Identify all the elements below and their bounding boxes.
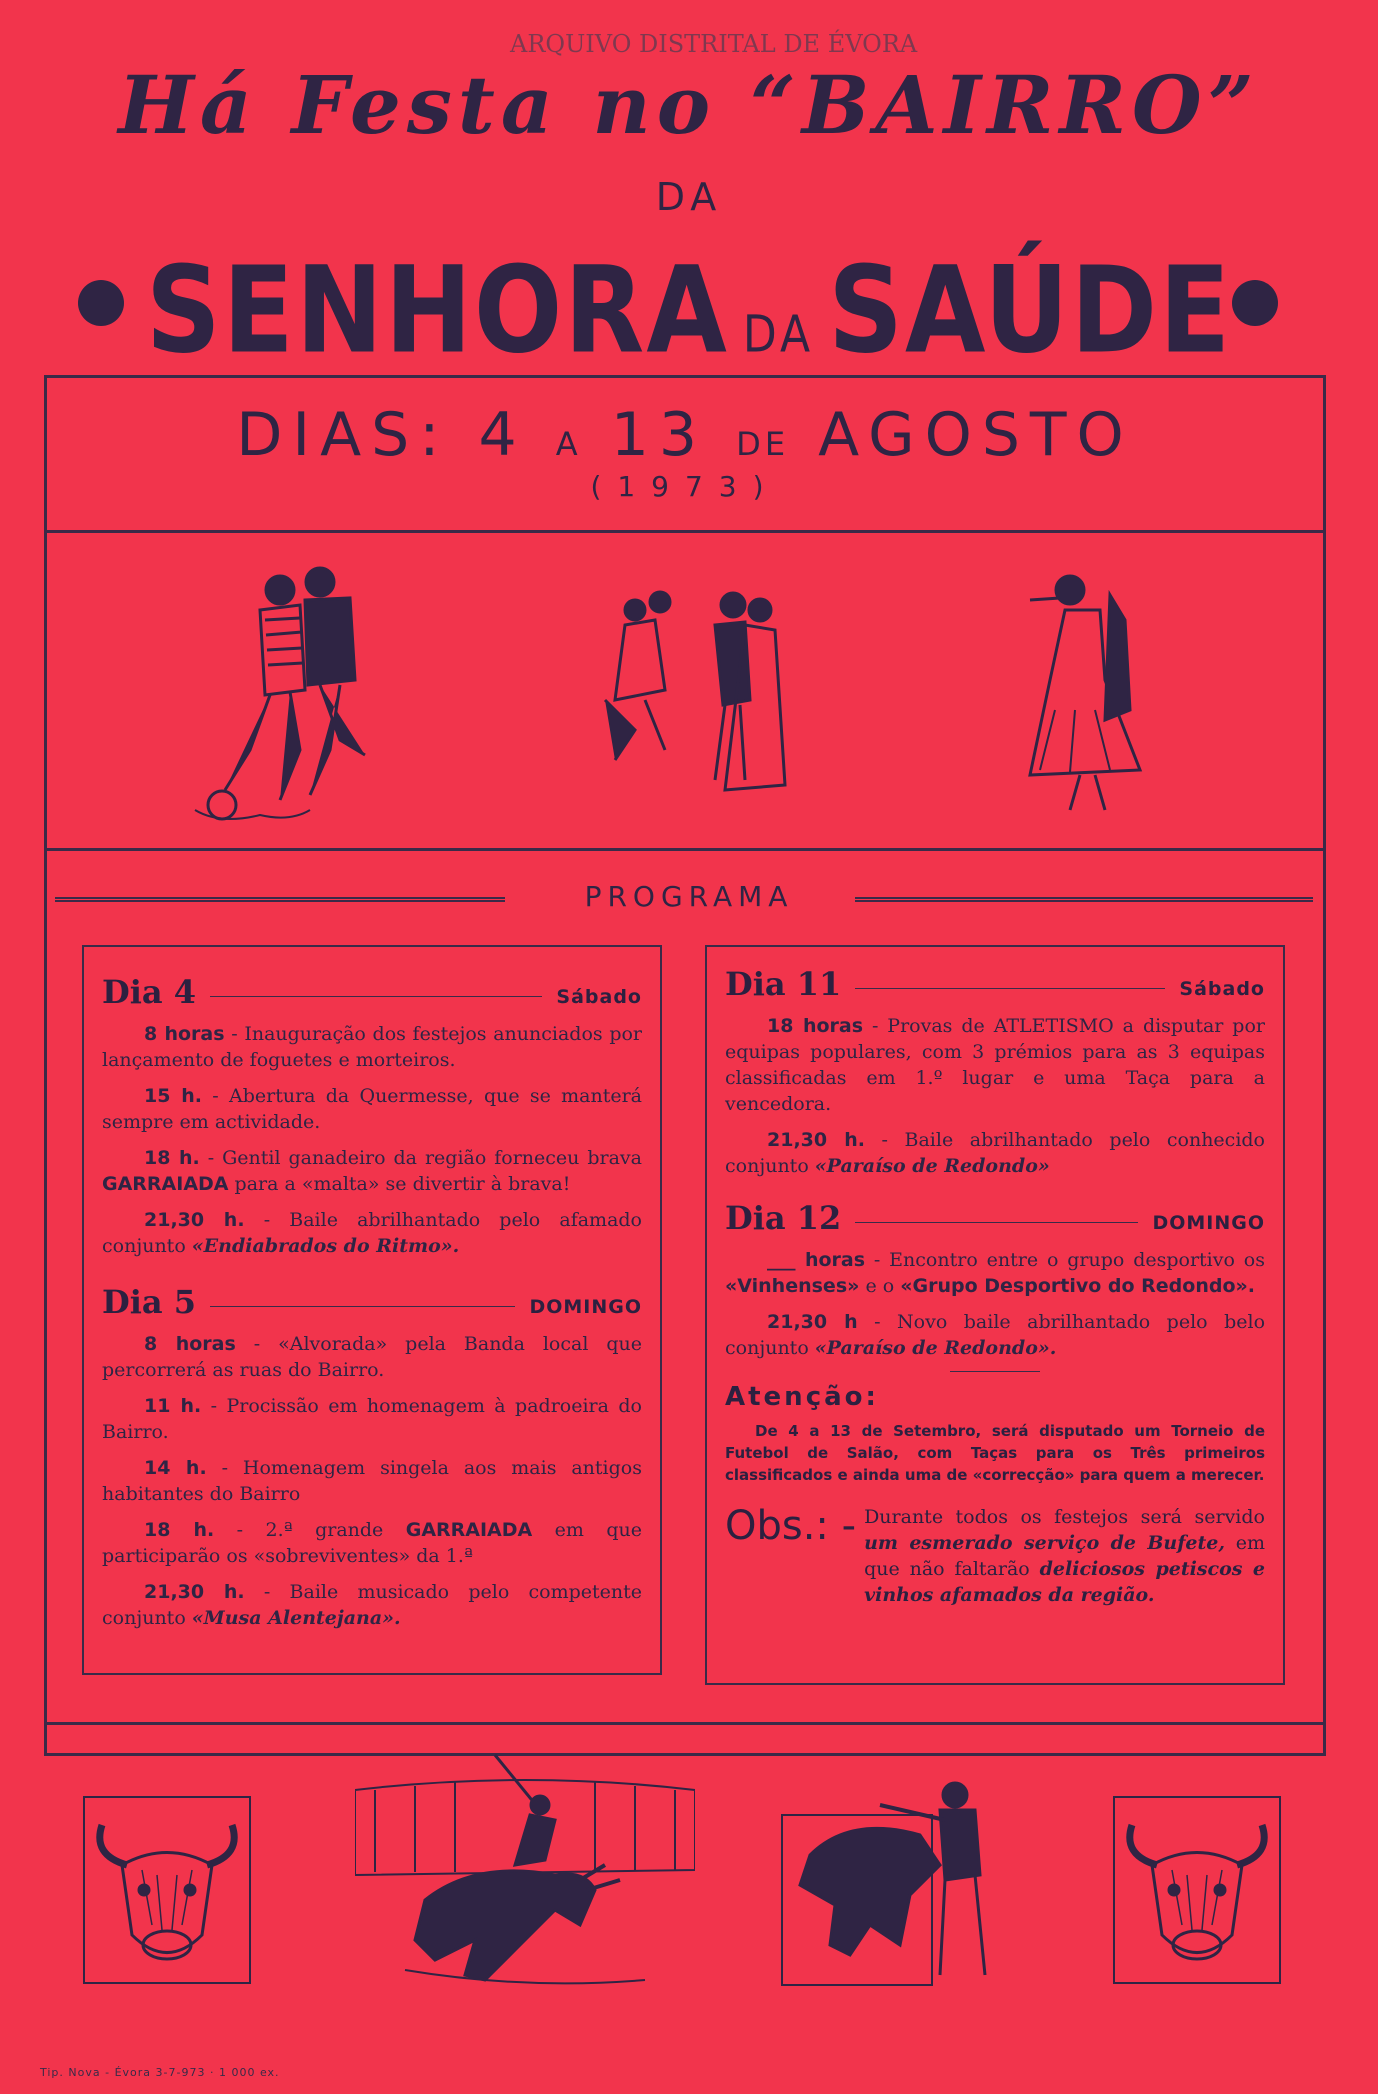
day-12-rule — [855, 1222, 1138, 1223]
programa-heading: PROGRAMA — [584, 880, 794, 913]
day-4-entry-2: 15 h. - Abertura da Quermesse, que se manterá sempre em actividade. — [102, 1085, 642, 1133]
day-11-weekday: Sábado — [1179, 978, 1265, 1000]
football-players-illustration — [190, 560, 410, 830]
program-box-right — [705, 945, 1285, 1685]
day-5-rule — [210, 1306, 515, 1307]
dates-month: AGOSTO — [818, 400, 1134, 470]
programa-rule-right — [855, 897, 1313, 902]
day-11-header — [725, 965, 1265, 1003]
dates-a: A — [555, 425, 582, 463]
day-5-weekday: DOMINGO — [529, 1296, 642, 1318]
day-11-title: Dia 11 — [725, 965, 842, 1003]
day-12-title: Dia 12 — [725, 1199, 842, 1237]
archive-stamp: ARQUIVO DISTRITAL DE ÉVORA — [510, 30, 918, 58]
obs-block — [725, 1504, 1265, 1608]
dates-num: 13 — [610, 400, 708, 470]
day-5-entry-2: 11 h. - Procissão em homenagem à padroeira do Bairro. — [102, 1395, 642, 1443]
title-line-1: Há Festa no “BAIRRO” — [118, 58, 1260, 152]
festival-year: (1973) — [590, 470, 780, 503]
day-4-entry-1: 8 horas - Inauguração dos festejos anunciados por lançamento de foguetes e morteiros. — [102, 1023, 643, 1071]
matador-bull-illustration — [780, 1775, 1020, 1995]
day-12-entry-2: 21,30 h - Novo baile abrilhantado pelo belo conjunto «Paraíso de Redondo». — [725, 1311, 1266, 1359]
day-11-entry-2: 21,30 h. - Baile abrilhantado pelo conhecido conjunto «Paraíso de Redondo» — [725, 1129, 1265, 1177]
day-12-weekday: DOMINGO — [1152, 1212, 1265, 1234]
day-4-entry-4: 21,30 h. - Baile abrilhantado pelo afamado conjunto «Endiabrados do Ritmo». — [102, 1209, 642, 1257]
day-4-entry-3: 18 h. - Gentil ganadeiro da região forneceu brava GARRAIADA para a «malta» se divertir à brava! — [102, 1147, 642, 1195]
bull-head-icon-right — [1112, 1795, 1282, 1985]
divider-bottom — [44, 1722, 1326, 1725]
obs-body: Durante todos os festejos será servido um esmerado serviço de Bufete, em que não faltarão deliciosos petiscos e vinhos afamados da região. — [864, 1506, 1266, 1606]
day-12-header — [725, 1199, 1265, 1237]
day-5-entry-1: 8 horas - «Alvorada» pela Banda local que percorrerá as ruas do Bairro. — [102, 1333, 642, 1381]
atencao-body: De 4 a 13 de Setembro, será disputado um Torneio de Futebol de Salão, com Taças para os Três primeiros classificados e ainda uma de «correcção» para quem a merecer. — [725, 1422, 1265, 1484]
day-12-entry-1: ___ horas - Encontro entre o grupo desportivo os «Vinhenses» e o «Grupo Desportivo do Redondo». — [725, 1249, 1265, 1297]
day-5-title: Dia 5 — [102, 1283, 197, 1321]
bull-head-icon — [82, 1795, 252, 1985]
day-11-rule — [855, 988, 1165, 989]
dates-prefix: DIAS: 4 — [236, 400, 527, 470]
day-4-title: Dia 4 — [102, 973, 197, 1011]
day-11-entry-1: 18 horas - Provas de ATLETISMO a disputar por equipas populares, com 3 prémios para as 3 equipas classificadas em 1.º lugar e uma Taça para a vencedora. — [725, 1015, 1265, 1115]
atencao-title: Atenção: — [725, 1382, 879, 1412]
day-4-weekday: Sábado — [556, 986, 642, 1008]
obs-label: Obs.: - — [725, 1503, 857, 1549]
day-5-entry-4: 18 h. - 2.ª grande GARRAIADA em que participarão os «sobreviventes» da 1.ª — [102, 1519, 642, 1567]
bullfight-picador-illustration — [355, 1750, 695, 2000]
title-line-2: DA — [655, 175, 723, 219]
festival-dates — [44, 400, 1326, 470]
title-saude: SAÚDE — [828, 240, 1233, 381]
title-line-3 — [0, 240, 1378, 380]
day-5-header — [102, 1283, 642, 1321]
dancing-couples-illustration — [585, 580, 795, 800]
day-4-header — [102, 973, 642, 1011]
day-4-rule — [210, 996, 542, 997]
day-5-entry-3: 14 h. - Homenagem singela aos mais antigos habitantes do Bairro — [102, 1457, 642, 1505]
day-5-entry-5: 21,30 h. - Baile musicado pelo competente conjunto «Musa Alentejana». — [102, 1581, 642, 1629]
dates-de: DE — [736, 425, 790, 463]
divider-illustrations — [44, 848, 1326, 851]
title-senhora: SENHORA — [145, 240, 729, 381]
printer-credit: Tip. Nova - Évora 3-7-973 · 1 000 ex. — [40, 2066, 280, 2079]
divider-dates — [44, 530, 1326, 533]
separator-rule — [950, 1371, 1040, 1372]
program-box-left — [82, 945, 662, 1675]
title-da-small: DA — [742, 305, 815, 365]
dancing-woman-illustration — [1010, 560, 1160, 820]
